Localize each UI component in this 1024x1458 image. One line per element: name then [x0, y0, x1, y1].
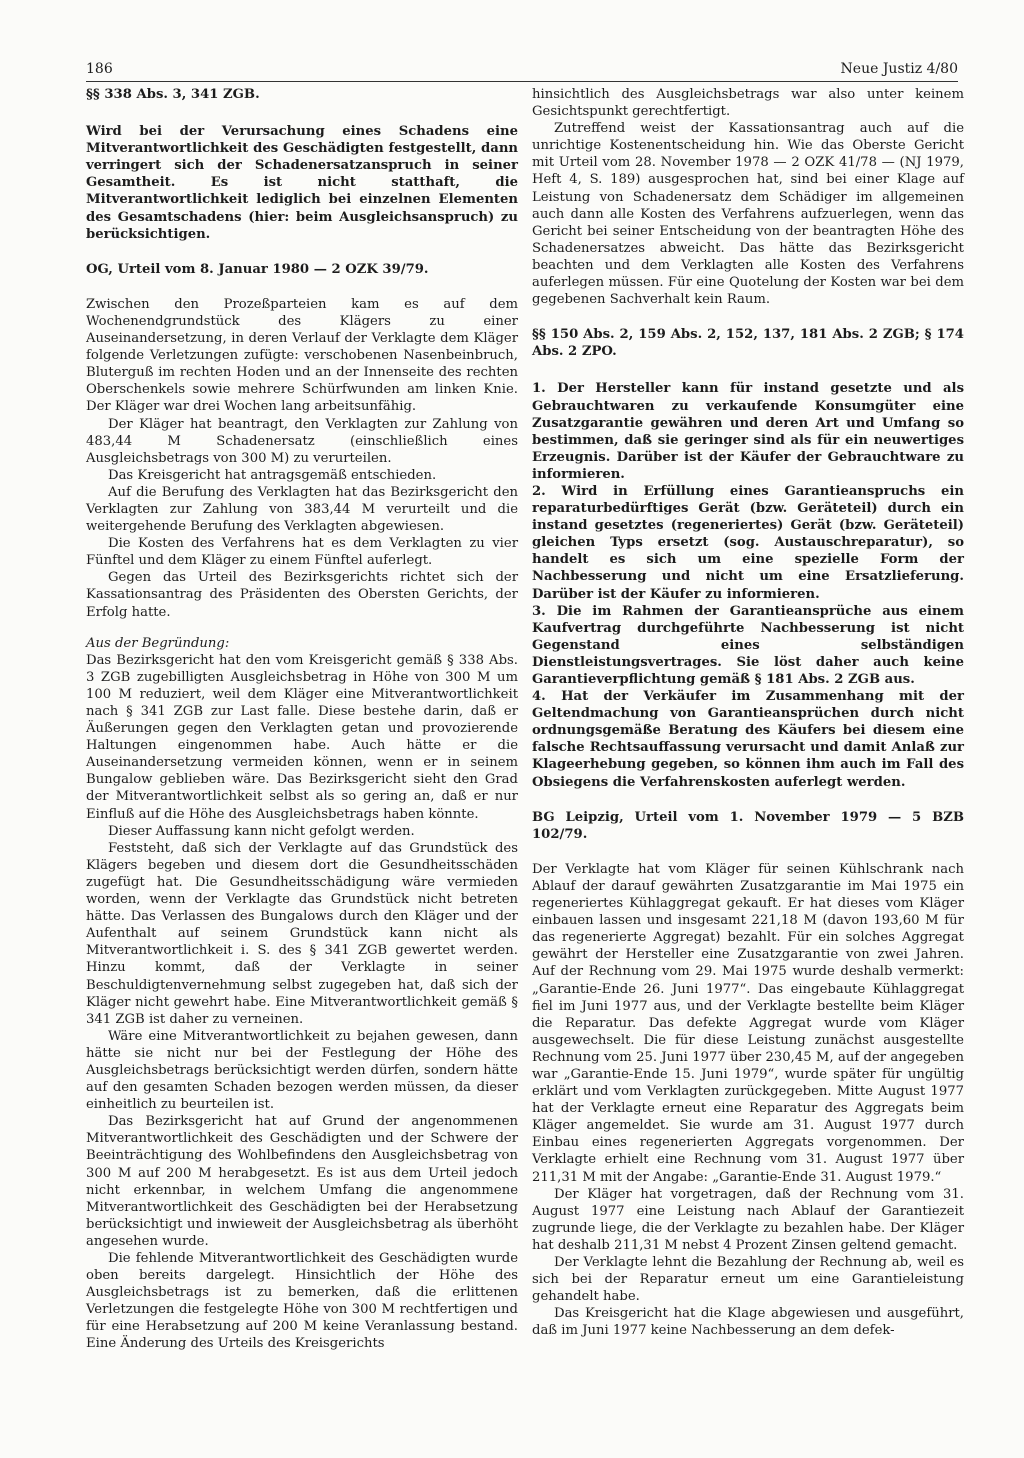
paragraph: Die Kosten des Verfahrens hat es dem Verklagten zu vier Fünftel und dem Kläger zu einem Fünftel auferlegt.	[86, 536, 518, 569]
page-number: 186	[86, 61, 113, 77]
paragraph: Der Kläger hat vorgetragen, daß der Rechnung vom 31. August 1977 eine Leistung nach Ablauf der Garantiezeit zugrunde liege, die der Verklagte zu bezahlen habe. Der Kläger hat deshalb 211,31 M nebst 4 Prozent Zinsen geltend gemacht.	[532, 1186, 964, 1253]
journal-issue: Neue Justiz 4/80	[840, 61, 958, 77]
paragraph: Zwischen den Prozeßparteien kam es auf dem Wochenendgrundstück des Klägers zu einer Auseinandersetzung, in deren Verlauf der Verklagte dem Kläger folgende Verletzungen zufügte: verschobenen Nasenbeinbruch, Bluterguß im rechten Hoden und an der Innenseite des rechten Oberschenkels sowie mehrere Schürfwunden am linken Knie. Der Kläger war drei Wochen lang arbeitsunfähig.	[86, 296, 518, 415]
headnote-item: 1. Der Hersteller kann für instand gesetzte und als Gebrauchtwaren zu verkaufende Konsumgüter eine Zusatzgarantie gewähren und deren Art und Umfang so bestimmen, daß sie geringer sind als für ein neuwertiges Erzeugnis. Darüber ist der Käufer der Gebrauchtware zu informieren.	[532, 381, 964, 482]
paragraph: Der Verklagte hat vom Kläger für seinen Kühlschrank nach Ablauf der darauf gewährten Zusatzgarantie im Mai 1975 ein regeneriertes Kühlaggregat gekauft. Er hat dieses vom Kläger einbauen lassen und insgesamt 221,18 M (davon 193,60 M für das regenerierte Aggregat) bezahlt. Für ein solches Aggregat gewährt der Hersteller eine Zusatzgarantie von zwei Jahren. Auf der Rechnung vom 29. Mai 1975 wurde deshalb vermerkt: „Garantie-Ende 26. Juni 1977“. Das eingebaute Kühlaggregat fiel im Juni 1977 aus, und der Verklagte bestellte beim Kläger die Reparatur. Das defekte Aggregat wurde vom Kläger ausgewechselt. Die für diese Leistung zunächst ausgestellte Rechnung vom 25. Juni 1977 über 230,45 M, auf der angegeben war „Garantie-Ende 15. Juni 1979“, wurde später für ungültig erklärt und vom Verklagten zurückgegeben. Mitte August 1977 hat der Verklagte erneut eine Reparatur des Aggregats beim Kläger angemeldet. Sie wurde am 31. August 1977 durch Einbau eines regenerierten Aggregats vorgenommen. Der Verklagte erhielt eine Rechnung vom 31. August 1977 über 211,31 M mit der Angabe: „Garantie-Ende 31. August 1979.“	[532, 861, 964, 1185]
left-column	[86, 86, 518, 1353]
paragraph: Der Verklagte lehnt die Bezahlung der Rechnung ab, weil es sich bei der Reparatur erneut um eine Garantieleistung gehandelt habe.	[532, 1255, 964, 1305]
headnote-item: 2. Wird in Erfüllung eines Garantieanspruchs ein reparaturbedürftiges Gerät (bzw. Geräteteil) durch ein instand gesetztes (regeneriertes) Gerät (bzw. Geräteteil) gleichen Typs ersetzt (sog. Austauschreparatur), so handelt es sich um eine spezielle Form der Nachbesserung und nicht um eine Ersatzlieferung. Darüber ist der Käufer zu informieren.	[532, 483, 964, 602]
paragraph: hinsichtlich des Ausgleichsbetrags war also unter keinem Gesichtspunkt gerechtfertigt.	[532, 87, 964, 120]
headnote-item: 3. Die im Rahmen der Garantieansprüche aus einem Kaufvertrag durchgeführte Nachbesserung ist nicht Gegenstand eines selbständigen Dienstleistungsvertrages. Sie löst daher auch keine Garantieverpflichtung gemäß § 181 Abs. 2 ZGB aus.	[532, 603, 964, 687]
paragraph: Feststeht, daß sich der Verklagte auf das Grundstück des Klägers begeben und diesem dort die Gesundheitsschäden zugefügt hat. Die Gesundheitsschädigung wäre vermieden worden, wenn der Verklagte das Grundstück nicht betreten hätte. Das Verlassen des Bungalows durch den Kläger und der Aufenthalt auf seinem Grundstück kann nicht als Mitverantwortlichkeit i. S. des § 341 ZGB gewertet werden. Hinzu kommt, daß der Verklagte in seiner Beschuldigtenvernehmung selbst zugegeben hat, daß sich der Kläger nicht gewehrt habe. Eine Mitverantwortlichkeit gemäß § 341 ZGB ist daher zu verneinen.	[86, 840, 518, 1027]
paragraph: Auf die Berufung des Verklagten hat das Bezirksgericht den Verklagten zur Zahlung von 383,44 M verurteilt und die weitergehende Berufung des Verklagten abgewiesen.	[86, 484, 518, 535]
paragraph: Das Kreisgericht hat die Klage abgewiesen und ausgeführt, daß im Juni 1977 keine Nachbesserung an dem defek-	[532, 1306, 964, 1339]
paragraph: Das Bezirksgericht hat den vom Kreisgericht gemäß § 338 Abs. 3 ZGB zugebilligten Ausgleichsbetrag in Höhe von 300 M um 100 M reduziert, weil dem Kläger eine Mitverantwortlichkeit nach § 341 ZGB zur Last falle. Diese bestehe darin, daß er Äußerungen gegen den Verklagten getan und provozierende Haltungen eingenommen habe. Auch hätte er die Auseinandersetzung vermeiden können, wenn er in seinem Bungalow geblieben wäre. Das Bezirksgericht sieht den Grad der Mitverantwortlichkeit selbst als so gering an, daß er nur Einfluß auf die Höhe des Ausgleichsbetrags haben könnte.	[86, 652, 518, 822]
paragraph: Dieser Auffassung kann nicht gefolgt werden.	[108, 823, 415, 839]
court-citation: OG, Urteil vom 8. Januar 1980 — 2 OZK 39/79.	[86, 261, 429, 277]
paragraph: Das Bezirksgericht hat auf Grund der angenommenen Mitverantwortlichkeit des Geschädigten und der Schwere der Beeinträchtigung des Wohlbefindens den Ausgleichsbetrag von 300 M auf 200 M herabgesetzt. Es ist aus dem Urteil jedoch nicht erkennbar, in welchem Umfang die angenommene Mitverantwortlichkeit des Geschädigten bei der Herabsetzung berücksichtigt und inwieweit der Ausgleichsbetrag als überhöht angesehen wurde.	[86, 1114, 518, 1249]
page-header	[86, 60, 958, 82]
court-citation: BG Leipzig, Urteil vom 1. November 1979 — 5 BZB 102/79.	[532, 809, 964, 842]
paragraph: Das Kreisgericht hat antragsgemäß entschieden.	[108, 467, 437, 483]
headnote-item: 4. Hat der Verkäufer im Zusammenhang mit der Geltendmachung von Garantieansprüchen durch nicht ordnungsgemäße Beratung des Käufers bei diesem eine falsche Rechtsauffassung verursacht und damit Anlaß zur Klageerhebung gegeben, so können ihm auch im Fall des Obsiegens die Verfahrenskosten auferlegt werden.	[532, 689, 964, 790]
statute-reference: §§ 150 Abs. 2, 159 Abs. 2, 152, 137, 181 Abs. 2 ZGB; § 174 Abs. 2 ZPO.	[532, 327, 964, 360]
right-column	[532, 86, 964, 1353]
section-intro: Aus der Begründung:	[86, 635, 230, 651]
paragraph: Wäre eine Mitverantwortlichkeit zu bejahen gewesen, dann hätte sie nicht nur bei der Festlegung der Höhe des Ausgleichsbetrags berücksichtigt werden dürfen, sondern hätte auf den gesamten Schaden bezogen werden müssen, da dieser einheitlich zu beurteilen ist.	[86, 1028, 518, 1113]
paragraph: Der Kläger hat beantragt, den Verklagten zur Zahlung von 483,44 M Schadenersatz (einschließlich eines Ausgleichsbetrags von 300 M) zu verurteilen.	[86, 416, 518, 466]
statute-reference: §§ 338 Abs. 3, 341 ZGB.	[86, 87, 260, 102]
paragraph: Die fehlende Mitverantwortlichkeit des Geschädigten wurde oben bereits dargelegt. Hinsichtlich der Höhe des Ausgleichsbetrags ist zu bemerken, daß die erlittenen Verletzungen die festgelegte Höhe von 300 M rechtfertigen und für eine Herabsetzung auf 200 M keine Veranlassung bestand. Eine Änderung des Urteils des Kreisgerichts	[86, 1251, 518, 1352]
paragraph: Gegen das Urteil des Bezirksgerichts richtet sich der Kassationsantrag des Präsidenten des Obersten Gerichts, der Erfolg hatte.	[86, 570, 518, 620]
headnote: Wird bei der Verursachung eines Schadens eine Mitverantwortlichkeit des Geschädigten festgestellt, dann verringert sich der Schadenersatzanspruch in seiner Gesamtheit. Es ist nicht statthaft, die Mitverantwortlichkeit lediglich bei einzelnen Elementen des Gesamtschadens (hier: beim Ausgleichsanspruch) zu berücksichtigen.	[86, 124, 518, 242]
text-columns	[86, 86, 964, 1353]
paragraph: Zutreffend weist der Kassationsantrag auch auf die unrichtige Kostenentscheidung hin. Wie das Oberste Gericht mit Urteil vom 28. November 1978 — 2 OZK 41/78 — (NJ 1979, Heft 4, S. 189) ausgesprochen hat, sind bei einer Klage auf Leistung von Schadenersatz dem Schädiger im allgemeinen auch dann alle Kosten des Verfahrens aufzuerlegen, wenn das Gericht bei seiner Entscheidung von der beantragten Höhe des Schadenersatzes abweicht. Das hätte das Bezirksgericht beachten und dem Verklagten alle Kosten des Verfahrens auferlegen müssen. Für eine Quotelung der Kosten war bei dem gegebenen Sachverhalt kein Raum.	[532, 121, 964, 308]
